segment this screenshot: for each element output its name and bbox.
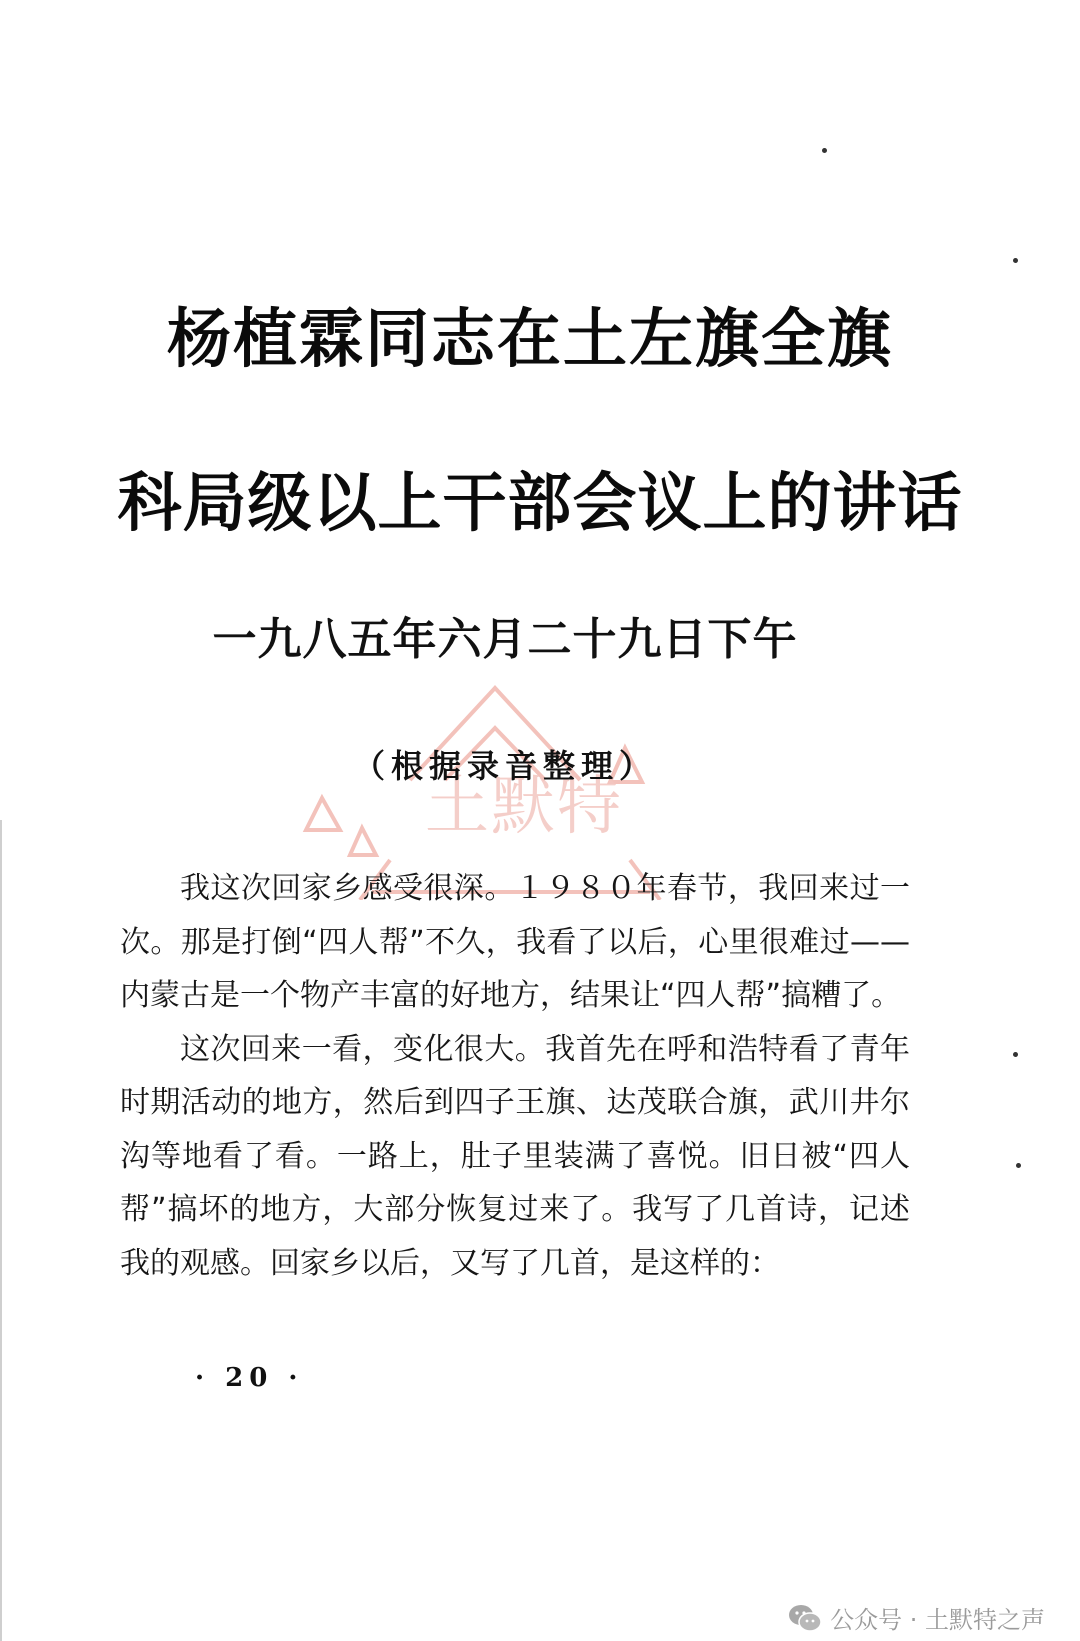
scan-speck xyxy=(1013,1052,1018,1057)
watermark-text: 土默特 xyxy=(425,770,623,844)
speech-body xyxy=(120,862,910,1290)
scan-speck xyxy=(822,148,827,153)
scan-edge-line xyxy=(0,820,2,1641)
title-line-2: 科局级以上干部会议上的讲话 xyxy=(117,467,963,541)
wechat-account-mark xyxy=(788,1600,1045,1635)
paragraph-2: 这次回来一看，变化很大。我首先在呼和浩特看了青年时期活动的地方，然后到四子王旗、达茂联合旗，武川井尔沟等地看了看。一路上，肚子里装满了喜悦。旧日被“四人帮”搞坏的地方，大部分恢复过来了。我写了几首诗，记述我的观感。回家乡以后，又写了几首，是这样的： xyxy=(120,1031,910,1281)
wechat-icon xyxy=(788,1603,822,1633)
scan-speck xyxy=(1016,1163,1021,1168)
wechat-account-label: 公众号 · 土默特之声 xyxy=(830,1606,1045,1634)
title-line-1: 杨植霖同志在土左旗全旗 xyxy=(167,303,893,377)
transcription-note: （根据录音整理） xyxy=(352,747,657,785)
scan-speck xyxy=(1013,258,1018,263)
speech-date: 一九八五年六月二十九日下午 xyxy=(212,614,798,665)
paragraph-1: 我这次回家乡感受很深。１９８０年春节，我回来过一次。那是打倒“四人帮”不久，我看了以后，心里很难过——内蒙古是一个物产丰富的好地方，结果让“四人帮”搞糟了。 xyxy=(120,871,910,1013)
page-number: · 20 · xyxy=(195,1363,304,1393)
